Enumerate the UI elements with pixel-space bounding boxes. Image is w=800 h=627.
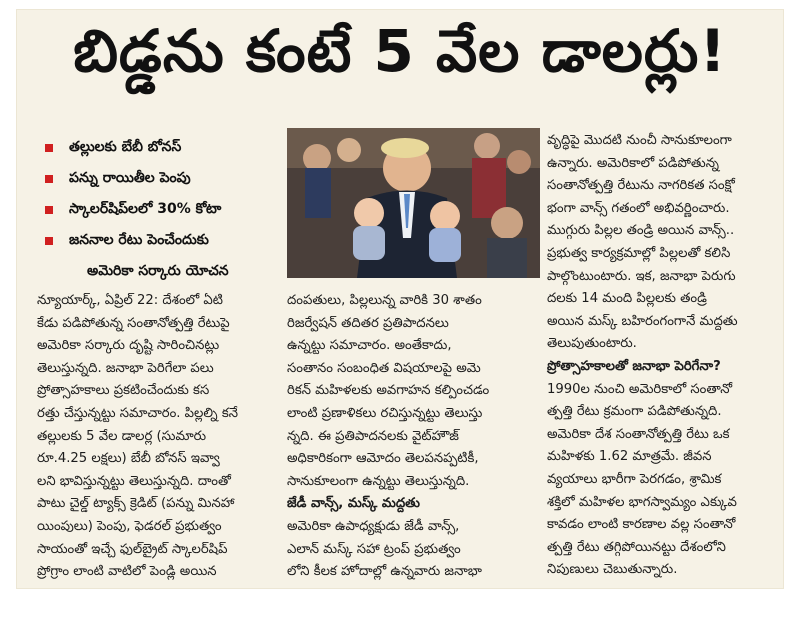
- text-line: లోని కీలక హోదాల్లో ఉన్నవారు జనాభా: [287, 564, 482, 580]
- text-line: సాయంతో ఇచ్చే ఫుల్‌బ్రైట్ స్కాలర్‌షిప్: [37, 541, 228, 557]
- text-line: కేడు పడిపోతున్న సంతానోత్పత్తి రేటుపై: [37, 315, 230, 331]
- text-line: అమెరికా దేశ సంతానోత్పత్తి రేటు ఒక: [547, 426, 730, 442]
- text-line: శక్తిలో మహిళల భాగస్వామ్యం ఎక్కువ: [547, 494, 737, 510]
- bullet-marker-icon: [45, 206, 53, 214]
- highlights-list: [43, 132, 293, 287]
- text-line: మహిళకు 1.62 మాత్రమే. జీవన: [547, 449, 712, 465]
- text-line: అమెరికా ఉపాధ్యక్షుడు జేడీ వాన్స్,: [287, 518, 460, 534]
- text-line: 1990ల నుంచి అమెరికాలో సంతానో: [547, 381, 733, 397]
- text-line: అయిన మస్క్ బహిరంగంగానే మద్దతు: [547, 313, 738, 329]
- news-clipping: [17, 10, 783, 588]
- text-line: రత్తు చేస్తున్నట్టు సమాచారం. పిల్లల్ని కనే: [37, 405, 238, 421]
- subheading: ప్రోత్సాహకాలతో జనాభా పెరిగేనా?: [547, 358, 721, 374]
- photo-illustration: [287, 128, 540, 278]
- text-line: కావడం లాంటి కారణాల వల్ల సంతానో: [547, 517, 736, 533]
- text-line: సానుకూలంగా ఉన్నట్టు తెలుస్తున్నది.: [287, 473, 470, 489]
- highlight-item: [43, 225, 293, 256]
- bullet-marker-icon: [45, 237, 53, 245]
- bullet-marker-icon: [45, 175, 53, 183]
- headline: బిడ్డను కంటే 5 వేల డాలర్లు!: [73, 17, 727, 85]
- text-line: యింపులు) పెంపు, ఫెడరల్ ప్రభుత్వం: [37, 518, 222, 534]
- text-line: వ్యయాలు భారీగా పెరగడం, శ్రామిక: [547, 471, 722, 487]
- text-line: ఉన్నారు. అమెరికాలో పడిపోతున్న: [547, 155, 719, 171]
- text-line: పాటు చైల్డ్ ట్యాక్స్ క్రెడిట్ (పన్ను మినహా: [37, 496, 235, 512]
- highlight-text: అమెరికా సర్కారు యోచన: [87, 263, 229, 279]
- text-line: భంగా వాన్స్ గతంలో అభివర్ణించారు.: [547, 200, 730, 216]
- text-line: పాల్గొంటుంటారు. ఇక, జనాభా పెరుగు: [547, 268, 736, 284]
- subheading: జేడీ వాన్స్, మస్క్ మద్దతు: [287, 496, 420, 512]
- highlight-item: [43, 163, 293, 194]
- text-line: తెలుస్తున్నది. జనాభా పెరిగేలా పలు: [37, 360, 214, 376]
- highlight-item: [43, 194, 293, 225]
- text-line: వృద్ధిపై మొదటి నుంచీ సానుకూలంగా: [547, 133, 732, 148]
- bullet-marker-icon: [45, 144, 53, 152]
- text-line: త్పత్తి రేటు తగ్గిపోయినట్టు దేశంలోని: [547, 539, 726, 555]
- text-line: ముగ్గురు పిల్లల తండ్రి అయిన వాన్స్..: [547, 223, 735, 239]
- text-line: దంపతులు, పిల్లలున్న వారికి 30 శాతం: [287, 293, 482, 308]
- text-line: న్నది. ఈ ప్రతిపాదనలకు వైట్‌హౌజ్: [287, 428, 459, 444]
- highlight-item-continued: [43, 256, 293, 287]
- highlight-text: తల్లులకు బేబీ బోనస్: [69, 139, 182, 155]
- text-line: తల్లులకు 5 వేల డాలర్ల (సుమారు: [37, 428, 207, 444]
- text-line: న్యూయార్క్, ఏప్రిల్ 22: దేశంలో ఏటి: [37, 293, 223, 308]
- highlight-item: [43, 132, 293, 163]
- highlight-text: పన్ను రాయితీల పెంపు: [69, 170, 191, 186]
- article-column-3: [547, 130, 783, 582]
- text-line: లాంటి ప్రణాళికలు రచిస్తున్నట్టు తెలుస్తు: [287, 405, 483, 421]
- article-column-1: [37, 290, 283, 584]
- text-line: దలకు 14 మంది పిల్లలకు తండ్రి: [547, 291, 707, 307]
- text-line: త్పత్తి రేటు క్రమంగా పడిపోతున్నది.: [547, 404, 722, 420]
- text-line: ప్రోగ్రాం లాంటి వాటిలో పెండ్లి అయిన: [37, 564, 217, 580]
- text-line: తెలుపుతుంటారు.: [547, 336, 637, 352]
- news-photo: [287, 128, 540, 278]
- text-line: రిజర్వేషన్ తదితర ప్రతిపాదనలు: [287, 315, 449, 331]
- text-line: ప్రభుత్వ కార్యక్రమాల్లో పిల్లలతో కలిసి: [547, 245, 731, 261]
- text-line: ఎలాన్ మస్క్ సహా ట్రంప్ ప్రభుత్వం: [287, 541, 461, 557]
- text-line: సంతానం సంబంధిత విషయాలపై అమె: [287, 360, 481, 376]
- text-line: అధికారికంగా ఆమోదం తెలపనప్పటికీ,: [287, 451, 479, 467]
- text-line: నిపుణులు చెబుతున్నారు.: [547, 562, 678, 578]
- article-column-2: [287, 290, 540, 584]
- text-line: లని భావిస్తున్నట్టు తెలుస్తున్నది. దాంతో: [37, 473, 231, 489]
- highlight-text: జననాల రేటు పెంచేందుకు: [69, 232, 209, 248]
- highlight-text: స్కాలర్‌షిప్‌లలో 30% కోటా: [69, 201, 222, 217]
- text-line: ప్రోత్సాహకాలు ప్రకటించేందుకు కస: [37, 383, 210, 399]
- text-line: అమెరికా సర్కారు దృష్టి సారించినట్లు: [37, 338, 220, 354]
- text-line: సంతానోత్పత్తి రేటును నాగరికత సంక్షో: [547, 178, 735, 194]
- text-line: ఉన్నట్టు సమాచారం. అంతేకాదు,: [287, 338, 452, 354]
- text-line: రికన్ మహిళలకు అవగాహన కల్పించడం: [287, 383, 490, 399]
- text-line: రూ.4.25 లక్షలు) బేబీ బోనస్ ఇవ్వా: [37, 451, 220, 467]
